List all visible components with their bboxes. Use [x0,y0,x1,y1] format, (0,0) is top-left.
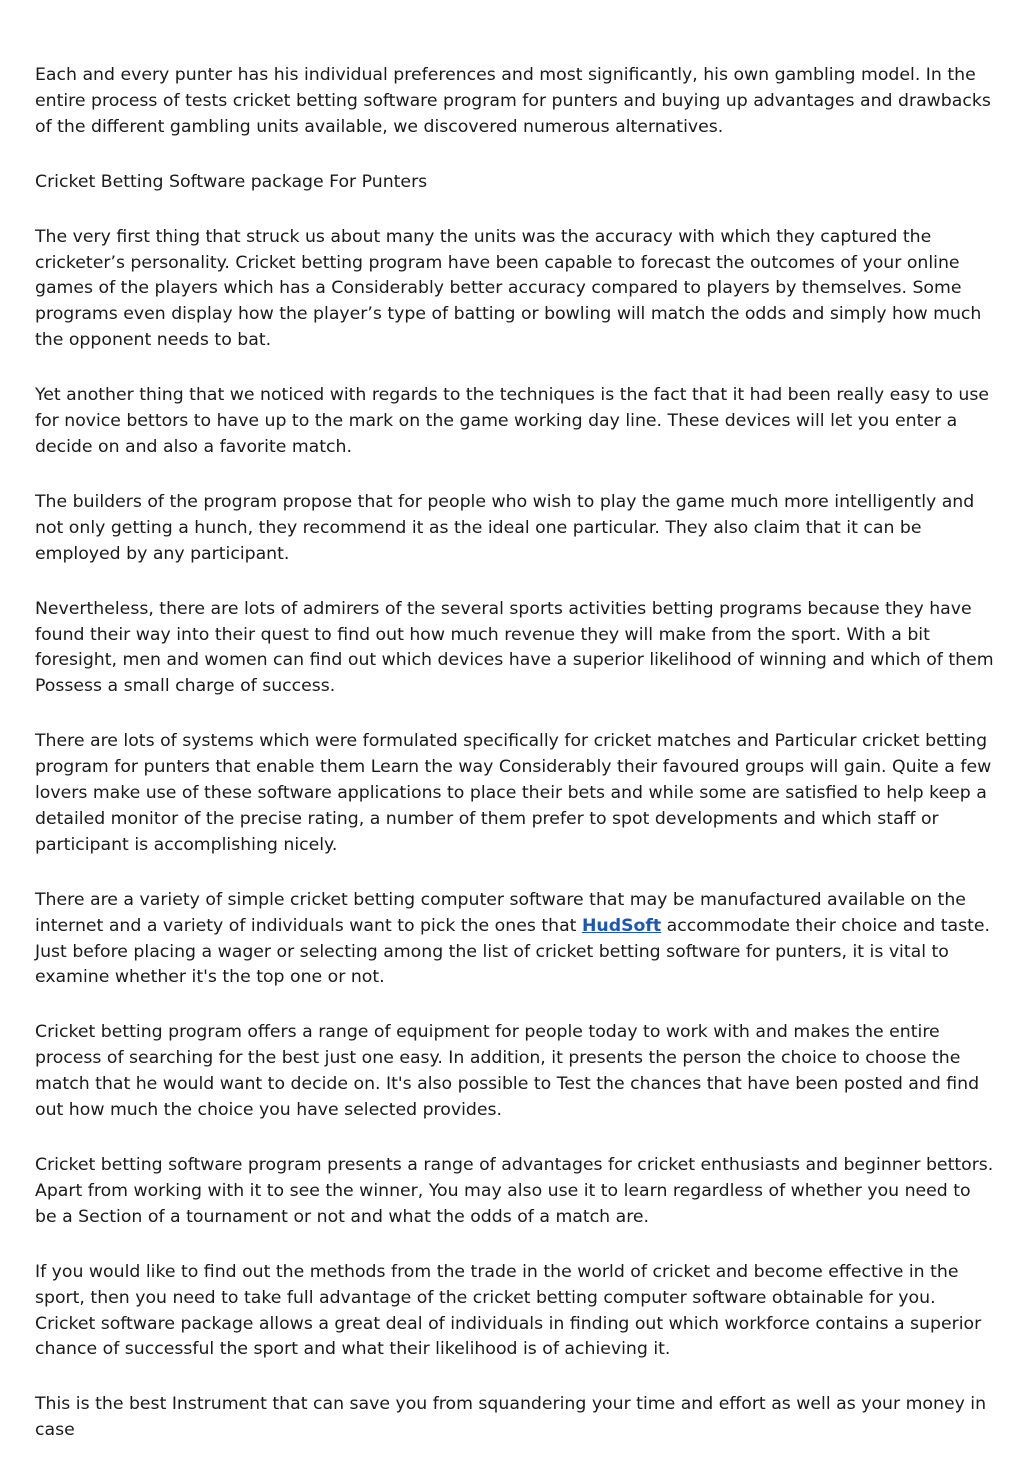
section-heading: Cricket Betting Software package For Punters [35,171,428,192]
paragraph-methods: If you would like to find out the methods from the trade in the world of cricket and become effective in the sport, then you need to take full advantage of the cricket betting computer software obtainable for you. Cricket software package allows a great deal of individuals in finding out which workforce contains a superior chance of successful the sport and what their likelihood is of achieving it. [35,1261,982,1360]
article-body [35,63,997,1473]
paragraph-systems: There are lots of systems which were formulated specifically for cricket matches and Particular cricket betting program for punters that enable them Learn the way Considerably their favoured groups will gain. Quite a few lovers make use of these software applications to place their bets and while some are satisfied to help keep a detailed monitor of the precise rating, a number of them prefer to spot developments and which staff or participant is accomplishing nicely. [35,731,992,855]
paragraph-equipment: Cricket betting program offers a range of equipment for people today to work with and makes the entire process of searching for the best just one easy. In addition, it presents the person the choice to choose the match that he would want to decide on. It's also possible to Test the chances that have been posted and find out how much the choice you have selected provides. [35,1022,980,1121]
paragraph-accuracy: The very first thing that struck us about many the units was the accuracy with which they captured the cricketer’s personality. Cricket betting program have been capable to forecast the outcomes of your online games of the players which has a Considerably better accuracy compared to players by themselves. Some programs even display how the player’s type of batting or bowling will match the odds and simply how much the opponent needs to bat. [35,226,982,351]
paragraph-advantages: Cricket betting software program presents a range of advantages for cricket enthusiasts and beginner bettors. Apart from working with it to see the winner, You may also use it to learn regardless of whether you need to be a Section of a tournament or not and what the odds of a match are. [35,1155,994,1227]
paragraph-choices [35,888,997,992]
paragraph-ease-of-use: Yet another thing that we noticed with regards to the techniques is the fact that it had been really easy to use for novice bettors to have up to the mark on the game working day line. These devices will let you enter a decide on and also a favorite match. [35,385,990,457]
hudsoft-link[interactable]: HudSoft [581,915,662,936]
paragraph-intro: Each and every punter has his individual preferences and most significantly, his own gambling model. In the entire process of tests cricket betting software program for punters and buying up advantages and drawbacks of the different gambling units available, we discovered numerous alternatives. [35,65,991,137]
paragraph-choices-text-after: accommodate their choice and taste. Just before placing a wager or selecting among the list of cricket betting software for punters, it is vital to examine whether it's the top one or not. [35,915,991,988]
paragraph-builders: The builders of the program propose that for people who wish to play the game much more intelligently and not only getting a hunch, they recommend it as the ideal one particular. They also claim that it can be employed by any participant. [35,491,975,564]
paragraph-choices-text-before: There are a variety of simple cricket betting computer software that may be manufactured available on the internet and a variety of individuals want to pick the ones that [35,889,966,936]
paragraph-instrument: This is the best Instrument that can save you from squandering your time and effort as well as your money in case [35,1394,987,1441]
paragraph-admirers: Nevertheless, there are lots of admirers of the several sports activities betting programs because they have found their way into their quest to find out how much revenue they will make from the sport. With a bit foresight, men and women can find out which devices have a superior likelihood of winning and which of them Possess a small charge of success. [35,598,994,697]
